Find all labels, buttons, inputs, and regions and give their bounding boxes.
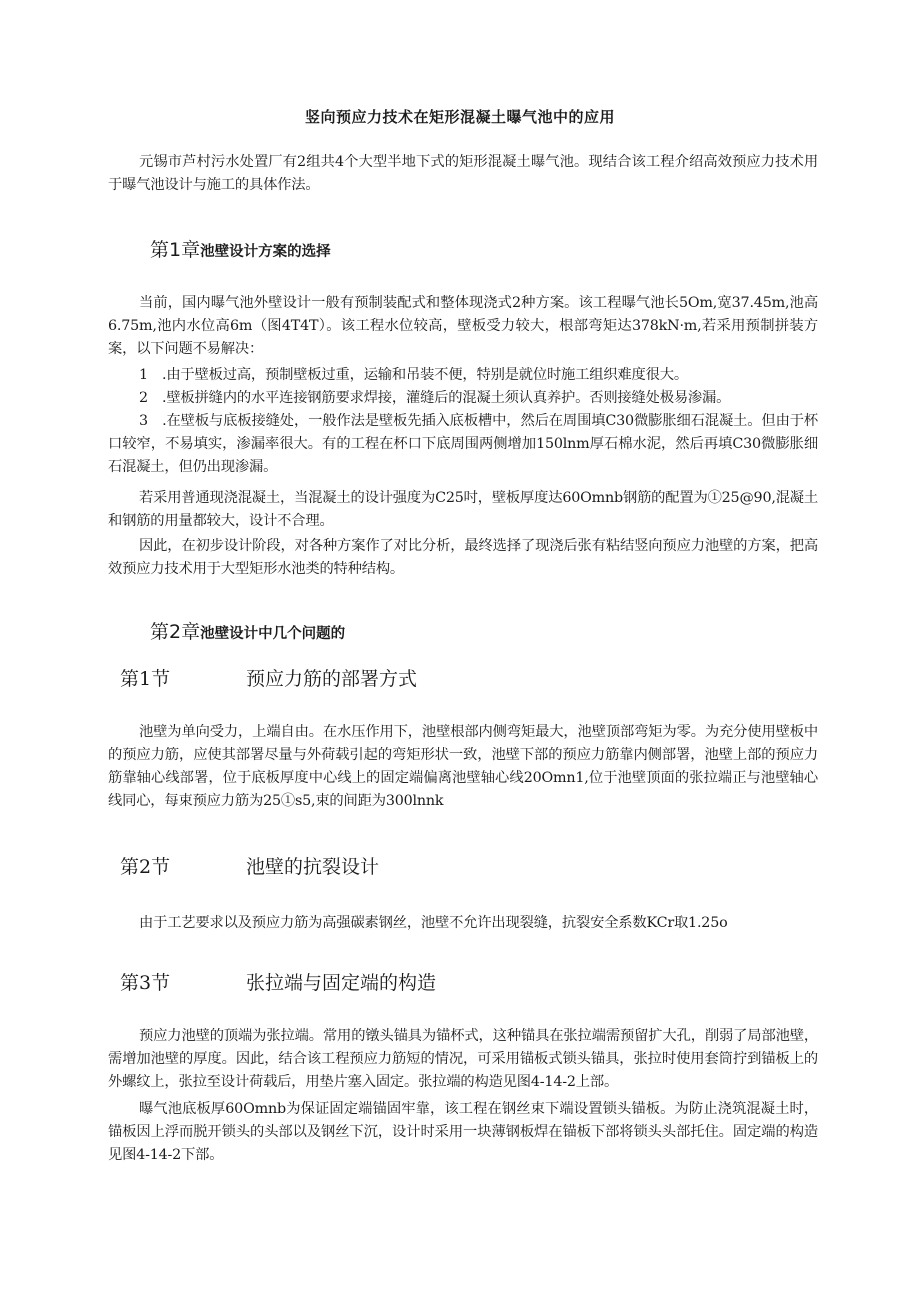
chapter-1-heading bbox=[150, 235, 331, 262]
section-3-heading bbox=[120, 968, 436, 995]
section-3-body-2: 曝气池底板厚60Omnb为保证固定端锚固牢靠，该工程在钢丝束下端设置锁头锚板。为防止浇筑混凝土时，锚板因上浮而脱开锁头的头部以及钢丝下沉，设计时采用一块薄钢板焊在锚板下部将锁头头部托住。固定端的构造见图4-14-2下部。 bbox=[108, 1101, 818, 1163]
section-1-body: 池壁为单向受力，上端自由。在水压作用下，池壁根部内侧弯矩最大，池壁顶部弯矩为零。为充分使用壁板中的预应力筋，应使其部署尽量与外荷载引起的弯矩形状一致，池壁下部的预应力筋靠内侧部署，池壁上部的预应力筋靠轴心线部署，位于底板厚度中心线上的固定端偏离池壁轴心线20Omn1,位于池壁顶面的张拉端正与池壁轴心线同心，每束预应力筋为25①s5,束的间距为300lnnk bbox=[108, 724, 818, 809]
section-3-title: 张拉端与固定端的构造 bbox=[246, 972, 437, 994]
list-item-2: 2 .壁板拼缝内的水平连接钢筋要求焊接，灌缝后的混凝土须认真养护。否则接缝处极易渗漏。 bbox=[139, 390, 731, 406]
chapter-2-title: 池壁设计中几个问题的 bbox=[200, 626, 346, 642]
section-2-number: 第2节 bbox=[120, 856, 171, 878]
section-1-number: 第1节 bbox=[120, 668, 171, 690]
section-3-body: 预应力池壁的顶端为张拉端。常用的镦头锚具为锚杯式，这种锚具在张拉端需预留扩大孔，削弱了局部池壁，需增加池壁的厚度。因此，结合该工程预应力筋短的情况，可采用锚板式锁头锚具，张拉时使用套筒拧到锚板上的外螺纹上，张拉至设计荷载后，用垫片塞入固定。张拉端的构造见图4-14-2上部。 bbox=[108, 1028, 818, 1090]
list-item-3: 3 .在壁板与底板接缝处，一般作法是壁板先插入底板槽中，然后在周围填C30微膨胀细石混凝土。但由于杯口较窄，不易填实，渗漏率很大。有的工程在杯口下底周围两侧增加150lnm厚石棉水泥，然后再填C30微膨胀细石混凝土，但仍出现渗漏。 bbox=[108, 413, 818, 475]
chapter-1-number: 第1章 bbox=[150, 239, 201, 261]
section-1-heading bbox=[120, 664, 417, 691]
chapter-2-number: 第2章 bbox=[150, 621, 201, 643]
chapter-1-paragraph-2: 若采用普通现浇混凝土，当混凝土的设计强度为C25吋，壁板厚度达60Omnb钢筋的配置为①25@90,混凝土和钢筋的用量都较大，设计不合理。 bbox=[108, 490, 818, 529]
section-3-number: 第3节 bbox=[120, 972, 171, 994]
section-1-title: 预应力筋的部署方式 bbox=[246, 668, 418, 690]
section-2-body: 由于工艺要求以及预应力筋为高强碳素钢丝，池壁不允许出现裂缝，抗裂安全系数KCr取1.25o bbox=[139, 915, 728, 931]
chapter-1-paragraph-1: 当前，国内曝气池外壁设计一般有预制装配式和整体现浇式2种方案。该工程曝气池长5Om,宽37.45m,池高6.75m,池内水位高6m（图4T4T）。该工程水位较高，壁板受力较大，根部弯矩达378kN·m,若采用预制拼装方案，以下问题不易解决： bbox=[108, 295, 818, 357]
section-2-title: 池壁的抗裂设计 bbox=[246, 856, 380, 878]
document-title: 竖向预应力技术在矩形混凝土曝气池中的应用 bbox=[304, 108, 615, 126]
list-item-1: 1 .由于壁板过高，预制壁板过重，运输和吊装不便，特别是就位时施工组织难度很大。 bbox=[139, 367, 688, 383]
section-2-heading bbox=[120, 852, 379, 879]
intro-paragraph: 元锡市芦村污水处置厂有2组共4个大型半地下式的矩形混凝土曝气池。现结合该工程介绍高效预应力技术用于曝气池设计与施工的具体作法。 bbox=[108, 154, 818, 193]
chapter-2-heading bbox=[150, 617, 345, 644]
chapter-1-paragraph-3: 因此，在初步设计阶段，对各种方案作了对比分析，最终选择了现浇后张有粘结竖向预应力池壁的方案，把高效预应力技术用于大型矩形水池类的特种结构。 bbox=[108, 538, 818, 577]
chapter-1-title: 池壁设计方案的选择 bbox=[200, 244, 331, 260]
